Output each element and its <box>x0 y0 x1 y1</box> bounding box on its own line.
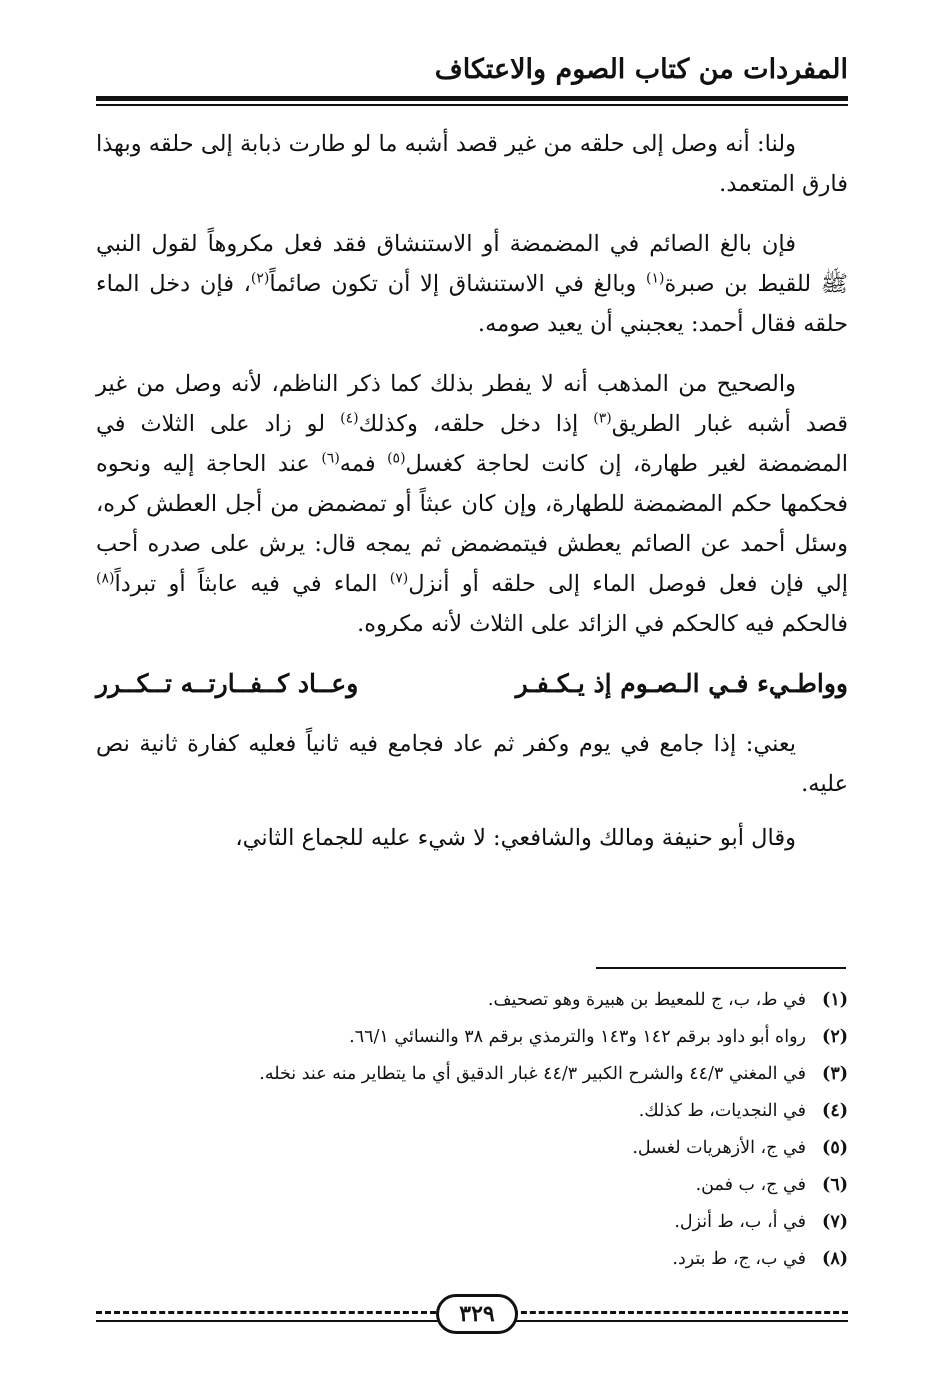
paragraph-2-text-a: فإن بالغ الصائم في المضمضة أو الاستنشاق فقد فعل مكروهاً لقول النبي ﷺ للقيط بن صبرة <box>96 231 848 297</box>
footnote-2 <box>96 1019 848 1056</box>
footnote-ref-6: (٦) <box>321 450 340 467</box>
footnote-ref-2: (٢) <box>250 270 270 287</box>
footnote-7 <box>96 1204 848 1241</box>
header-rule-thin <box>96 104 848 106</box>
footnote-4-text: في النجديات، ط كذلك. <box>638 1101 806 1121</box>
footnote-8-number: (٨) <box>822 1249 848 1269</box>
footnote-6-number: (٦) <box>822 1175 848 1195</box>
verse-hemistich-2: وعــاد كــفــارتــه تــكــرر <box>96 669 359 698</box>
header-rule-thick <box>96 96 848 101</box>
footnote-4-number: (٤) <box>822 1101 848 1121</box>
footnote-1-number: (١) <box>822 990 848 1010</box>
paragraph-1 <box>96 124 848 204</box>
paragraph-3 <box>96 364 848 644</box>
footnote-ref-5: (٥) <box>387 450 406 467</box>
paragraph-2 <box>96 224 848 344</box>
paragraph-3-text-g: فالحكم فيه كالحكم في الزائد على الثلاث لأنه مكروه. <box>357 611 848 637</box>
footnote-ref-8: (٨) <box>96 570 115 587</box>
footnote-5-text: في ج، الأزهريات لغسل. <box>632 1138 806 1158</box>
paragraph-3-text-c: لو زاد على الثلاث في المضمضة لغير طهارة، إن كانت لحاجة كغسل <box>96 411 848 477</box>
footnote-7-number: (٧) <box>822 1212 848 1232</box>
footnote-ref-7: (٧) <box>389 570 409 587</box>
footnote-8 <box>96 1241 848 1278</box>
footer-dashed-rule-left <box>96 1311 436 1314</box>
footnote-4 <box>96 1093 848 1130</box>
running-head: المفردات من كتاب الصوم والاعتكاف <box>434 54 848 85</box>
footnote-1-text: في ط، ب، ج للمعيط بن هبيرة وهو تصحيف. <box>487 990 806 1010</box>
paragraph-3-text-e: عند الحاجة إليه ونحوه فحكمها حكم المضمضة للطهارة، وإن كان عبثاً أو تمضمض من أجل العطش كره، وسئل أحمد عن الصائم يعطش فيتمضمض ثم يمجه قال: يرش على صدره أحب إلي فإن فعل فوصل الماء إلى حلقه أو أنزل <box>96 451 848 597</box>
verse-hemistich-1: وواطـيء فـي الـصـوم إذ يـكـفـر <box>515 669 848 698</box>
footer-dashed-rule-right <box>512 1311 848 1314</box>
footnote-7-text: في أ، ب، ط أنزل. <box>674 1212 806 1232</box>
footnote-ref-1: (١) <box>646 270 665 287</box>
paragraph-5-text: وقال أبو حنيفة ومالك والشافعي: لا شيء عليه للجماع الثاني، <box>235 825 796 851</box>
footnote-5-number: (٥) <box>822 1138 848 1158</box>
footnote-2-text: رواه أبو داود برقم ١٤٢ و١٤٣ والترمذي برقم ٣٨ والنسائي ٦٦/١. <box>349 1027 806 1047</box>
paragraph-3-text-b: إذا دخل حلقه، وكذلك <box>358 411 594 437</box>
paragraph-2-text-b: وبالغ في الاستنشاق إلا أن تكون صائماً <box>269 271 647 297</box>
paragraph-3-text-a: والصحيح من المذهب أنه لا يفطر بذلك كما ذكر الناظم، لأنه وصل من غير قصد أشبه غبار الطريق <box>96 371 848 437</box>
footnote-2-number: (٢) <box>822 1027 848 1047</box>
footnote-3-text: في المغني ٤٤/٣ والشرح الكبير ٤٤/٣ غبار الدقيق أي ما يتطاير منه عند نخله. <box>259 1064 806 1084</box>
page-number: ٣٢٩ <box>436 1294 518 1334</box>
verse-line <box>96 664 848 704</box>
footnote-5 <box>96 1130 848 1167</box>
paragraph-3-text-d: فمه <box>339 451 388 477</box>
paragraph-4 <box>96 724 848 804</box>
footnote-list <box>96 982 848 1278</box>
paragraph-2-text-c: ، فإن دخل الماء حلقه فقال أحمد: يعجبني أن يعيد صومه. <box>96 271 848 337</box>
footnote-6-text: في ج، ب فمن. <box>695 1175 806 1195</box>
footnote-8-text: في ب، ج، ط بترد. <box>672 1249 806 1269</box>
footnote-separator <box>596 967 846 969</box>
paragraph-3-text-f: الماء في فيه عابثاً أو تبرداً <box>114 571 390 597</box>
footnote-1 <box>96 982 848 1019</box>
footnote-ref-4: (٤) <box>340 410 359 427</box>
footnote-ref-3: (٣) <box>593 410 612 427</box>
paragraph-4-text: يعني: إذا جامع في يوم وكفر ثم عاد فجامع فيه ثانياً فعليه كفارة ثانية نص عليه. <box>96 731 848 797</box>
paragraph-5 <box>96 818 848 858</box>
paragraph-1-text: ولنا: أنه وصل إلى حلقه من غير قصد أشبه ما لو طارت ذبابة إلى حلقه وبهذا فارق المتعمد. <box>96 131 848 197</box>
footnote-6 <box>96 1167 848 1204</box>
body-text <box>96 124 848 858</box>
footnote-3 <box>96 1056 848 1093</box>
footnote-3-number: (٣) <box>822 1064 848 1084</box>
